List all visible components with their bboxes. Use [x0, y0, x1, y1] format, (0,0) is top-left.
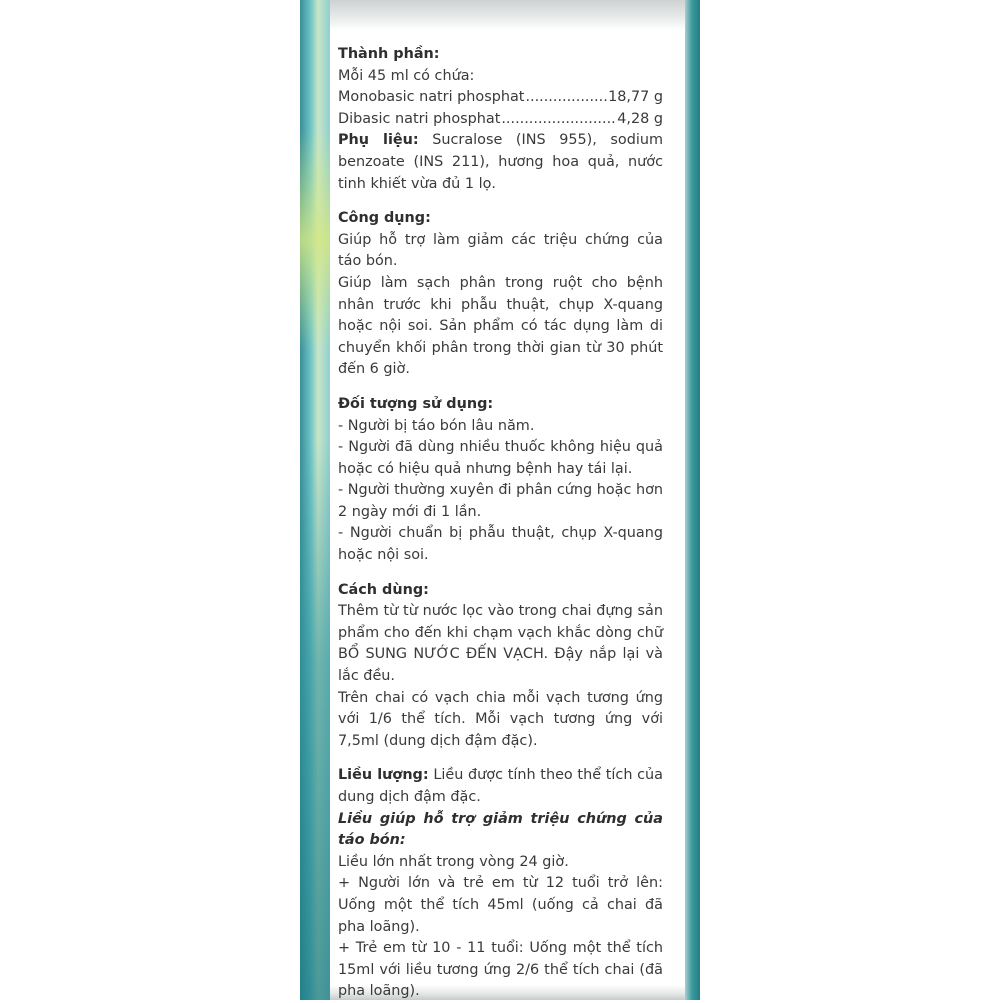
box-left-side-graphic	[300, 0, 330, 1000]
ingredients-section	[338, 44, 663, 195]
dosage-line: Liều lớn nhất trong vòng 24 giờ.	[338, 853, 569, 870]
usage-paragraph: Trên chai có vạch chia mỗi vạch tương ứng với 1/6 thể tích. Mỗi vạch tương ứng với 7,5ml (dung dịch đậm đặc).	[338, 689, 663, 749]
dosage-line: + Trẻ em từ 10 - 11 tuổi: Uống một thể tích 15ml với liều tương ứng 2/6 thể tích chai (đã pha loãng).	[338, 940, 663, 1000]
dosage-subheading: Liều giúp hỗ trợ giảm triệu chứng của táo bón:	[338, 810, 663, 849]
target-users-item: - Người bị táo bón lâu năm.	[338, 417, 535, 434]
leader-dots	[525, 87, 607, 109]
target-users-section	[338, 394, 663, 567]
usage-paragraph: Thêm từ từ nước lọc vào trong chai đựng sản phẩm cho đến khi chạm vạch khắc dòng chữ BỔ SUNG NƯỚC ĐẾN VẠCH. Đậy nắp lại và lắc đều.	[338, 603, 663, 685]
excipients-text: Sucralose (INS 955), sodium benzoate (INS 211), hương hoa quả, nước tinh khiết vừa đủ 1 lọ.	[338, 132, 663, 192]
dosage-label: Liều lượng:	[338, 767, 429, 784]
excipients-paragraph	[338, 130, 663, 195]
target-users-item: - Người chuẩn bị phẫu thuật, chụp X-quang hoặc nội soi.	[338, 525, 663, 564]
ingredients-intro: Mỗi 45 ml có chứa:	[338, 67, 475, 84]
ingredient-row	[338, 109, 663, 131]
ingredient-name: Dibasic natri phosphat	[338, 110, 501, 127]
dosage-section	[338, 765, 663, 1003]
excipients-label: Phụ liệu:	[338, 132, 419, 149]
ingredient-row	[338, 87, 663, 109]
uses-heading: Công dụng:	[338, 210, 431, 227]
uses-paragraph: Giúp hỗ trợ làm giảm các triệu chứng của táo bón.	[338, 231, 663, 270]
box-top-shadow	[330, 0, 685, 30]
leader-dots	[501, 109, 616, 131]
ingredients-heading: Thành phần:	[338, 46, 440, 62]
ingredient-value: 18,77 g	[608, 89, 663, 106]
ingredient-value: 4,28 g	[617, 110, 663, 127]
box-right-side-graphic	[685, 0, 700, 1000]
usage-heading: Cách dùng:	[338, 581, 429, 598]
uses-paragraph: Giúp làm sạch phân trong ruột cho bệnh nhân trước khi phẫu thuật, chụp X-quang hoặc nội soi. Sản phẩm có tác dụng làm di chuyển khối phân trong thời gian từ 30 phút đến 6 giờ.	[338, 274, 663, 378]
uses-section	[338, 208, 663, 381]
usage-section	[338, 580, 663, 753]
dosage-paragraph	[338, 765, 663, 808]
dosage-text: Liều được tính theo thể tích của dung dịch đậm đặc.	[338, 767, 663, 805]
target-users-heading: Đối tượng sử dụng:	[338, 395, 494, 412]
package-info-panel	[338, 44, 663, 1003]
dosage-line: + Người lớn và trẻ em từ 12 tuổi trở lên: Uống một thể tích 45ml (uống cả chai đã pha loãng).	[338, 875, 663, 935]
target-users-item: - Người đã dùng nhiều thuốc không hiệu quả hoặc có hiệu quả nhưng bệnh hay tái lại.	[338, 439, 663, 477]
target-users-item: - Người thường xuyên đi phân cứng hoặc hơn 2 ngày mới đi 1 lần.	[338, 482, 663, 520]
ingredient-name: Monobasic natri phosphat	[338, 89, 525, 106]
